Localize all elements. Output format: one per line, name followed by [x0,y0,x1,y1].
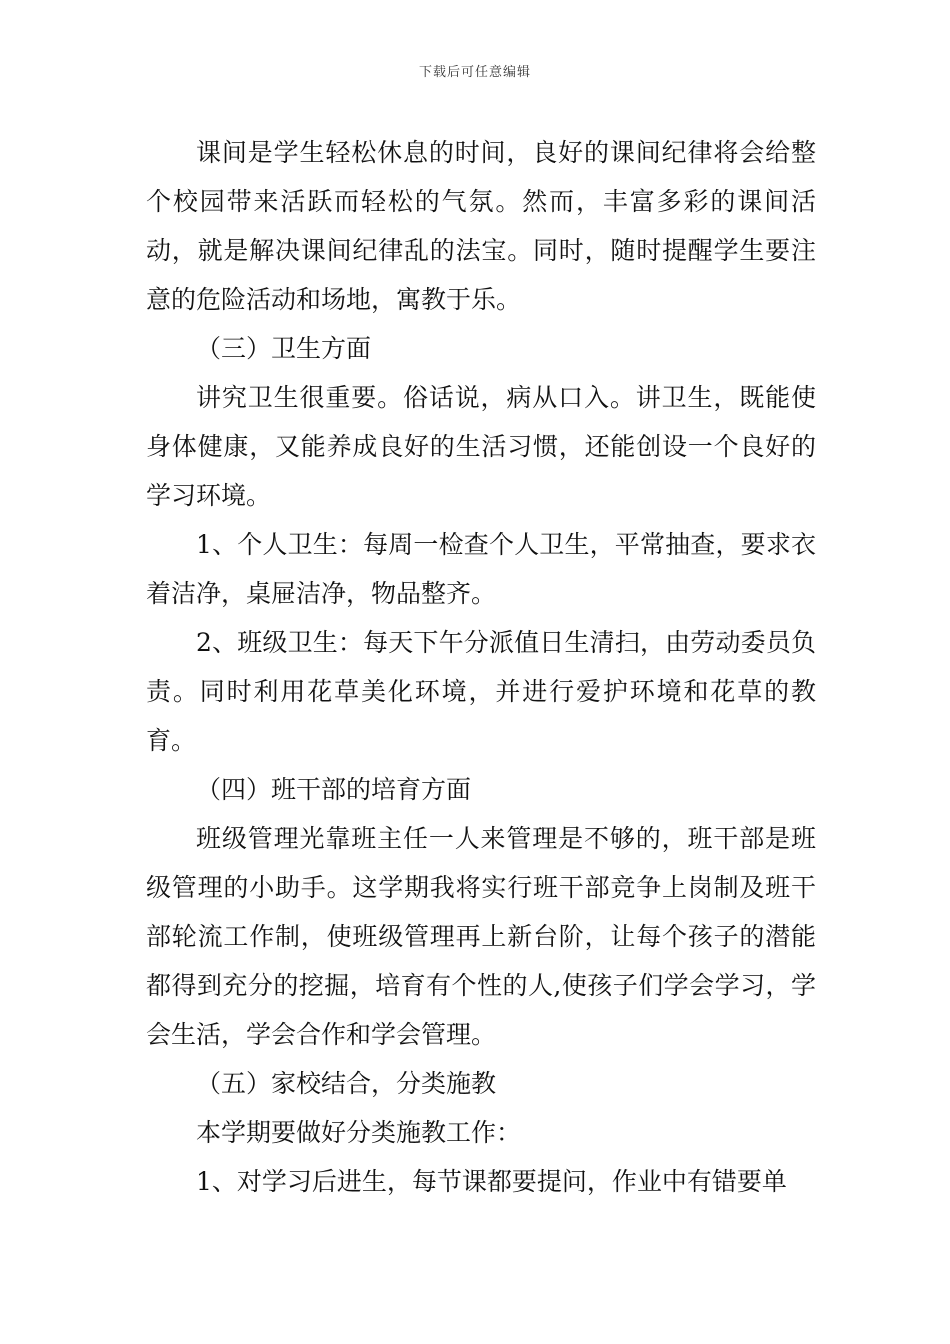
section-heading-class-cadres: （四）班干部的培育方面 [196,775,472,804]
list-item-personal-hygiene: 1、个人卫生：每周一检查个人卫生，平常抽查，要求衣着洁净，桌屉洁净，物品整齐。 [146,530,816,608]
paragraph-differentiated-teaching: 本学期要做好分类施教工作： [196,1118,522,1147]
section-heading-hygiene: （三）卫生方面 [196,334,372,363]
list-item-struggling-students: 1、对学习后进生，每节课都要提问，作业中有错要单 [196,1167,787,1196]
page-header: 下载后可任意编辑 [418,65,531,80]
paragraph-hygiene-importance: 讲究卫生很重要。俗话说，病从口入。讲卫生，既能使身体健康，又能养成良好的生活习惯，还能创设一个良好的学习环境。 [146,383,816,510]
paragraph-class-cadres: 班级管理光靠班主任一人来管理是不够的，班干部是班级管理的小助手。这学期我将实行班干部竞争上岗制及班干部轮流工作制，使班级管理再上新台阶，让每个孩子的潜能都得到充分的挖掘，培育有个性的人,使孩子们学会学习，学会生活，学会合作和学会管理。 [146,824,816,1049]
list-item-class-hygiene: 2、班级卫生：每天下午分派值日生清扫，由劳动委员负责。同时利用花草美化环境，并进行爱护环境和花草的教育。 [146,628,816,755]
section-heading-home-school: （五）家校结合，分类施教 [196,1069,497,1098]
document-body [146,128,816,1206]
paragraph-recess-discipline: 课间是学生轻松休息的时间，良好的课间纪律将会给整个校园带来活跃而轻松的气氛。然而，丰富多彩的课间活动，就是解决课间纪律乱的法宝。同时，随时提醒学生要注意的危险活动和场地，寓教于乐。 [146,138,816,314]
